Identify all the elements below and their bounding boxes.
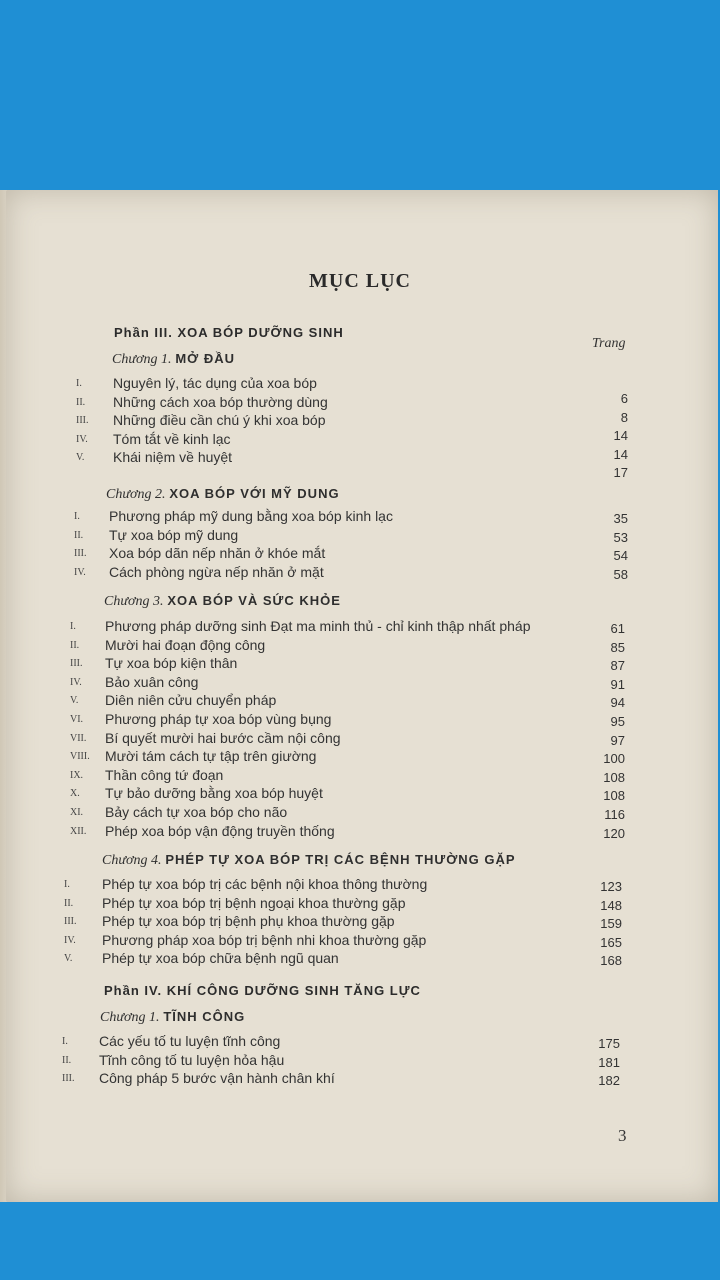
entry-number: II. [76,396,86,408]
entry-title: Những cách xoa bóp thường dùng [113,393,328,410]
entry-title: Phương pháp dưỡng sinh Đạt ma minh thủ - chỉ kinh thập nhất pháp [105,618,531,634]
entry-title: Thần công tứ đoạn [105,766,224,783]
entry-number: V. [64,953,73,964]
entry-number: XI. [70,807,84,818]
chapter-label: Chương 2. [106,487,166,502]
chapter-heading [104,592,341,610]
chapter-name: TĨNH CÔNG [163,1009,246,1024]
page-column-label: Trang [592,336,626,351]
entry-number: I. [76,378,82,389]
entry-number: IX. [70,769,84,781]
entry-title: Công pháp 5 bước vận hành chân khí [99,1070,335,1086]
entry-page: 35 [613,511,628,526]
entry-number: VIII. [70,751,90,763]
entry-page: 87 [610,658,625,674]
entry-number: IV. [74,566,86,578]
entry-title: Tự xoa bóp kiện thân [105,655,238,672]
entry-page: 116 [604,807,625,822]
entry-page: 91 [610,676,625,692]
part-heading-4: Phần IV. KHÍ CÔNG DƯỠNG SINH TĂNG LỰC [104,983,421,998]
entry-page: 168 [600,953,622,968]
chapter-label: Chương 3. [104,594,164,609]
chapter-label: Chương 1. [112,352,172,367]
chapter-heading [112,350,235,368]
entry-title: Tĩnh công tố tu luyện hỏa hậu [99,1051,285,1068]
entry-page: 14 [613,428,628,443]
entry-title: Tóm tắt về kinh lạc [113,430,231,447]
entry-title: Khái niệm về huyệt [113,449,233,465]
entry-title: Phương pháp xoa bóp trị bệnh nhi khoa thường gặp [102,931,427,948]
entry-title: Phép tự xoa bóp trị bệnh ngoại khoa thường gặp [102,894,406,911]
entry-number: II. [64,897,74,909]
entry-title: Phương pháp mỹ dung bằng xoa bóp kinh lạc [109,508,393,524]
entry-title: Diên niên cửu chuyển pháp [105,692,277,709]
chapter-heading [106,485,340,503]
entry-page: 61 [610,621,625,636]
entry-page: 120 [603,825,625,841]
entry-title: Xoa bóp dãn nếp nhăn ở khóe mắt [109,545,326,561]
entry-title: Tự bảo dưỡng bằng xoa bóp huyệt [105,785,323,802]
entry-number: IV. [64,934,76,946]
entry-page: 182 [598,1073,620,1088]
entry-number: II. [70,639,80,651]
entry-page: 14 [613,446,628,462]
entry-page: 165 [600,934,622,950]
entry-number: III. [62,1073,75,1084]
entry-page: 100 [603,751,625,767]
chapter-label: Chương 1. [100,1010,160,1025]
entry-page: 108 [603,769,625,785]
entry-number: XII. [70,825,87,837]
page-title: MỤC LỤC [309,270,411,292]
entry-number: III. [74,548,87,559]
entry-title: Những điều cần chú ý khi xoa bóp [113,412,326,428]
entry-number: I. [62,1036,68,1047]
entry-page: 108 [603,788,625,804]
entry-number: X. [70,788,80,800]
entry-page: 97 [610,732,625,748]
entry-page: 6 [620,391,628,406]
entry-number: II. [74,529,84,541]
entry-page: 54 [613,548,628,563]
entry-title: Cách phòng ngừa nếp nhăn ở mặt [109,563,324,580]
chapter-name: PHÉP TỰ XOA BÓP TRỊ CÁC BỆNH THƯỜNG GẶP [165,852,516,867]
entry-number: VII. [70,732,87,744]
entry-number: III. [76,415,89,426]
entry-page: 17 [613,465,628,480]
entry-page: 159 [600,916,622,931]
entry-title: Phép tự xoa bóp trị các bệnh nội khoa thông thường [102,876,428,892]
entry-page: 8 [620,409,628,425]
entry-number: III. [64,916,77,927]
entry-title: Bí quyết mười hai bước cầm nội công [105,729,341,746]
entry-number: II. [62,1054,72,1066]
entry-page: 181 [598,1054,620,1070]
entry-number: IV. [70,676,82,688]
chapter-name: MỞ ĐẦU [175,351,236,366]
entry-number: VI. [70,714,84,725]
entry-title: Phương pháp tự xoa bóp vùng bụng [105,711,332,727]
entry-title: Các yếu tố tu luyện tĩnh công [99,1033,281,1049]
entry-title: Bảy cách tự xoa bóp cho não [105,804,288,820]
entry-page: 85 [610,639,625,655]
chapter-name: XOA BÓP VỚI MỸ DUNG [169,486,340,501]
entry-page: 94 [610,695,625,711]
entry-title: Tự xoa bóp mỹ dung [109,526,239,543]
entry-number: V. [76,452,85,463]
entry-page: 58 [613,566,628,582]
entry-page: 123 [600,879,622,894]
entry-title: Mười tám cách tự tập trên giường [105,748,317,765]
entry-title: Phép tự xoa bóp trị bệnh phụ khoa thường gặp [102,913,395,929]
entry-number: V. [70,695,79,707]
chapter-label: Chương 4. [102,853,162,868]
entry-page: 148 [600,897,622,913]
entry-number: III. [70,658,83,670]
entry-number: IV. [76,433,88,445]
entry-page: 53 [613,529,628,545]
entry-page: 95 [610,714,625,729]
entry-title: Bảo xuân công [105,673,199,690]
page-number: 3 [618,1126,627,1145]
entry-title: Nguyên lý, tác dụng của xoa bóp [113,375,317,391]
entry-title: Phép xoa bóp vận động truyền thống [105,822,335,839]
chapter-heading [100,1008,245,1026]
entry-number: I. [74,511,80,522]
entry-title: Mười hai đoạn động công [105,636,266,653]
entry-page: 175 [598,1036,620,1051]
chapter-name: XOA BÓP VÀ SỨC KHỎE [167,593,341,608]
entry-number: I. [70,621,76,632]
part-heading-3: Phần III. XOA BÓP DƯỠNG SINH [114,325,344,340]
entry-number: I. [64,879,70,890]
chapter-heading [102,851,516,869]
entry-title: Phép tự xoa bóp chữa bệnh ngũ quan [102,950,339,966]
